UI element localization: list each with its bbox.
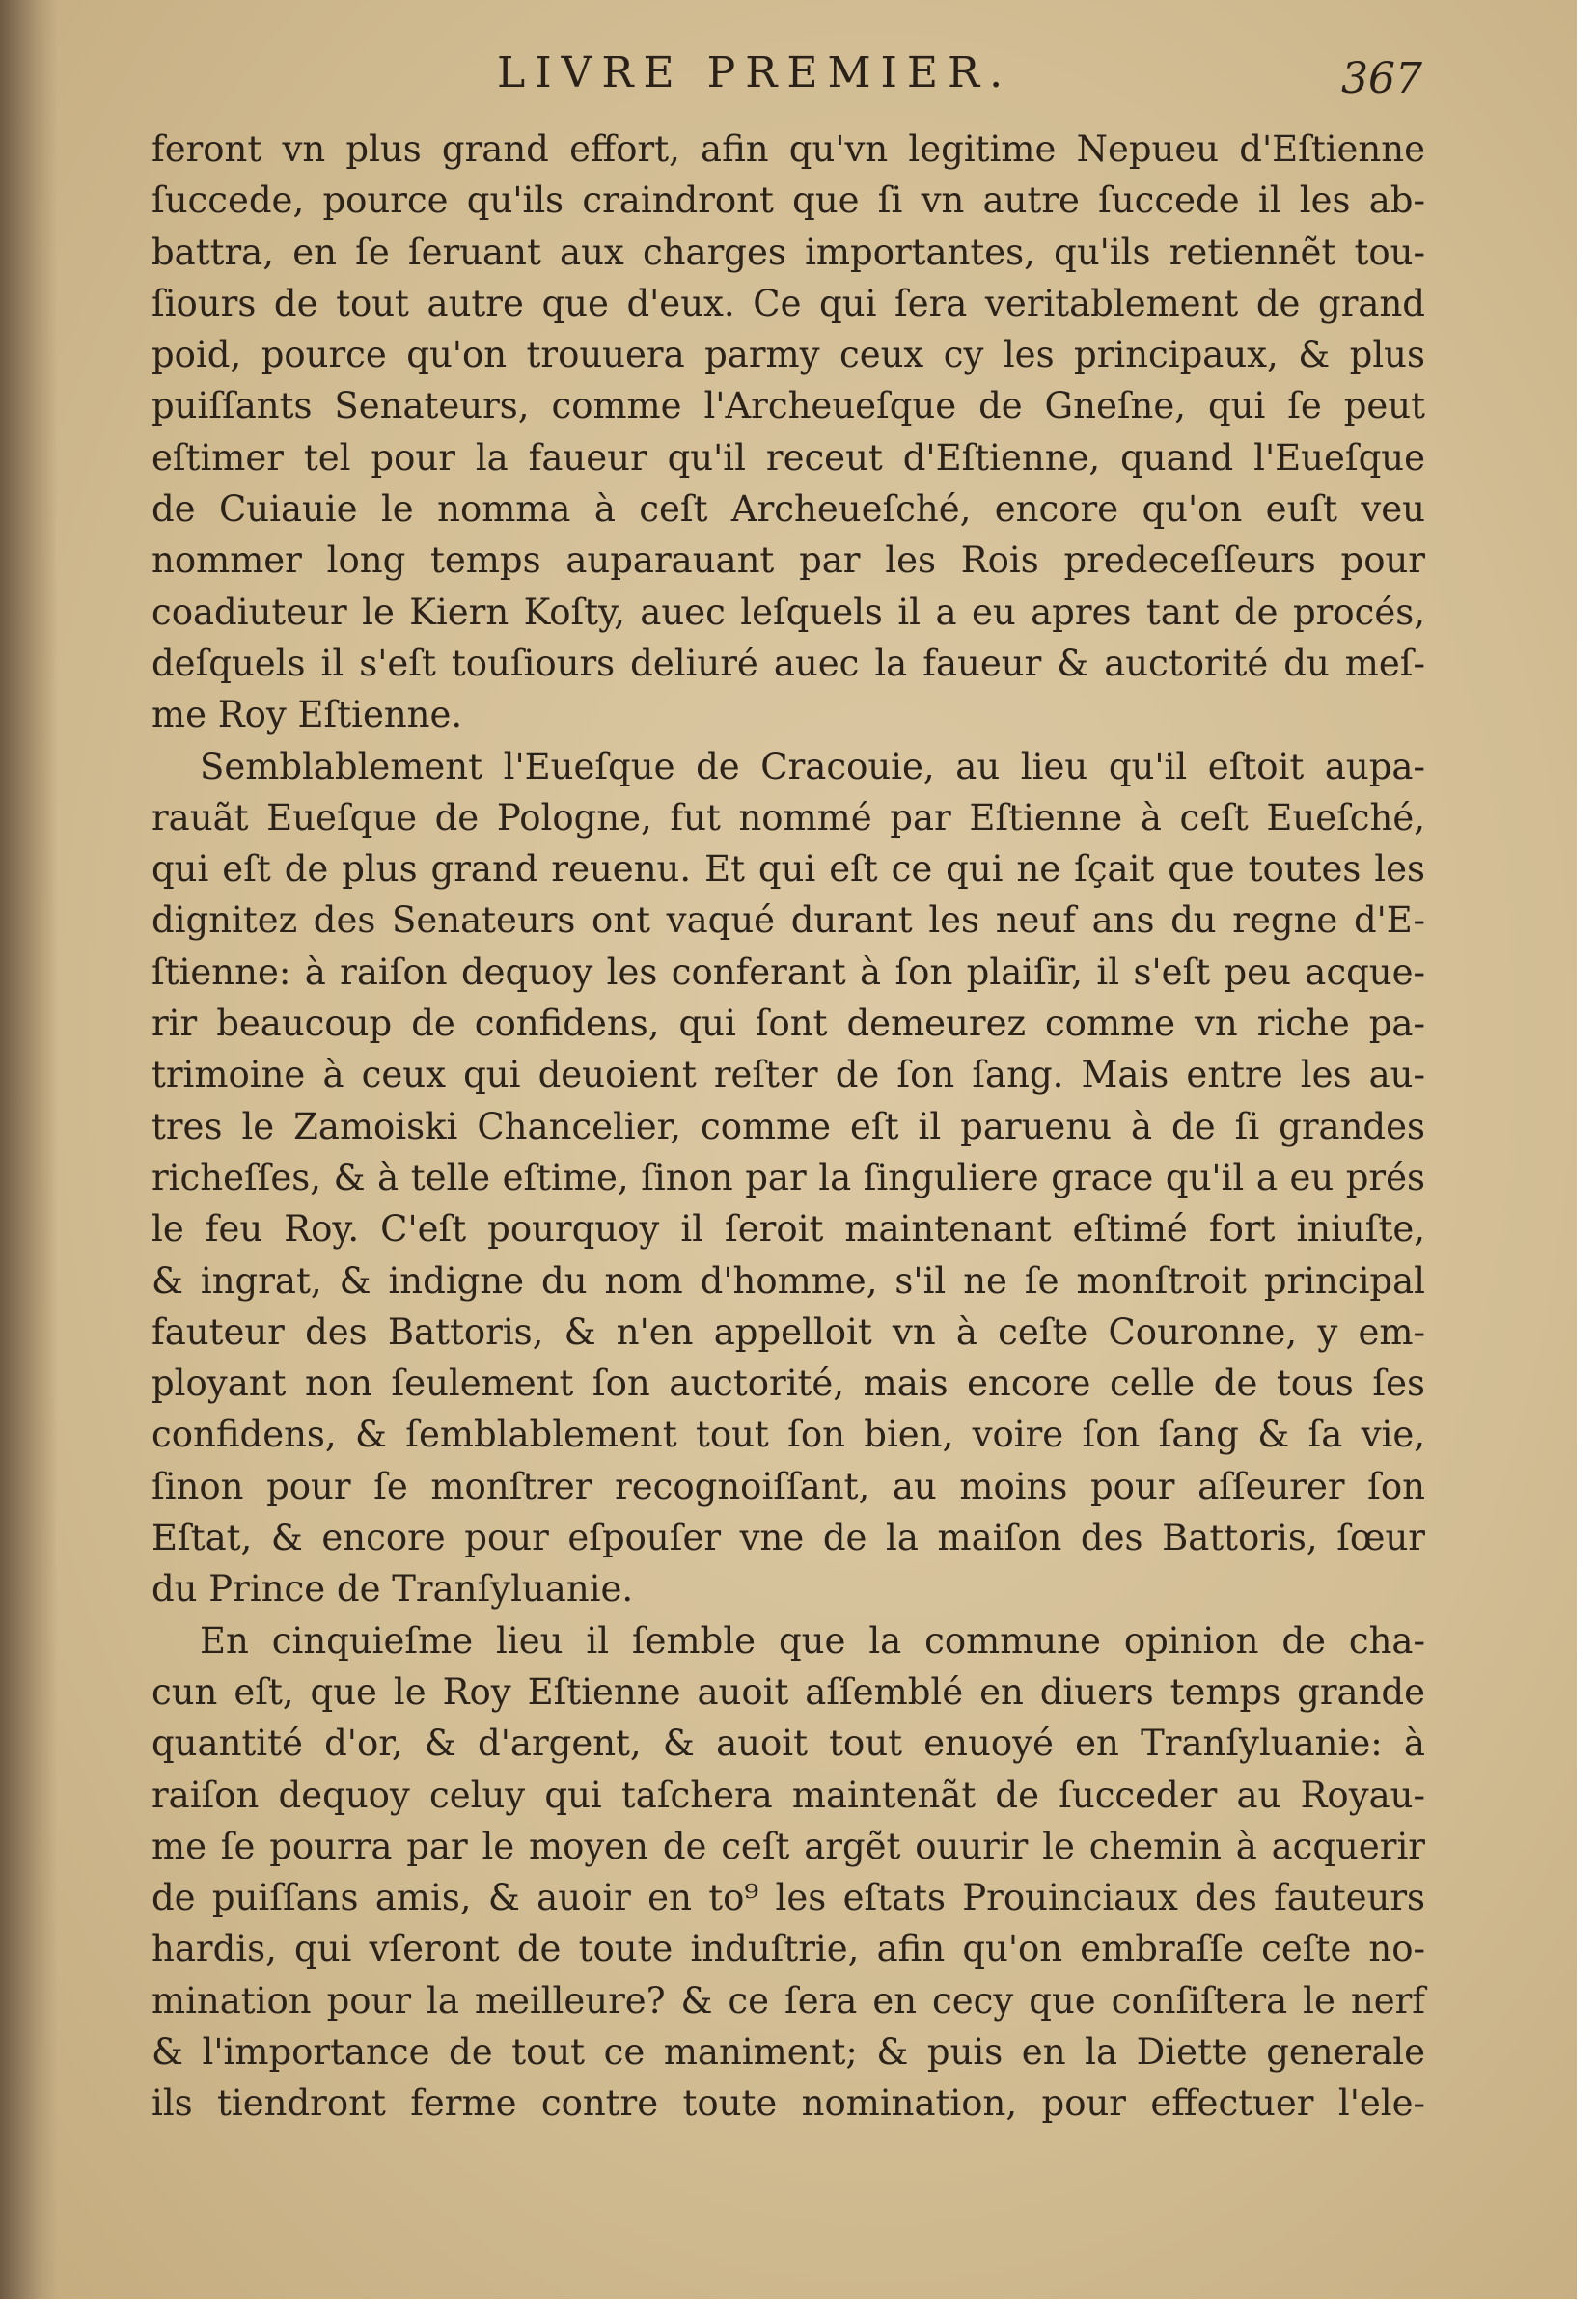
text-line: ployant non ſeulement ſon auctorité, mais encore celle de tous ſes <box>151 1363 1425 1405</box>
running-head <box>0 37 1596 104</box>
text-line: deſquels il s'eſt touſiours deliuré auec la faueur & auctorité du meſ- <box>151 642 1425 684</box>
text-line: En cinquieſme lieu il ſemble que la commune opinion de cha- <box>200 1619 1425 1662</box>
text-line: trimoine à ceux qui deuoient reſter de ſon ſang. Mais entre les au- <box>151 1054 1425 1096</box>
page-number: 367 <box>1341 54 1422 103</box>
text-line: nommer long temps auparauant par les Rois predeceſſeurs pour <box>151 539 1425 582</box>
body-text <box>151 124 1425 2130</box>
text-line: tres le Zamoiski Chancelier, comme eſt il paruenu à de ſi grandes <box>151 1105 1425 1147</box>
text-line: eſtimer tel pour la faueur qu'il receut d'Eſtienne, quand l'Eueſque <box>151 436 1425 479</box>
text-line: Eſtat, & encore pour eſpouſer vne de la maiſon des Battoris, ſœur <box>151 1517 1425 1559</box>
text-line: du Prince de Tranſyluanie. <box>151 1568 634 1611</box>
text-line: Semblablement l'Eueſque de Cracouie, au lieu qu'il eſtoit aupa- <box>200 745 1425 787</box>
text-line: coadiuteur le Kiern Koſty, auec leſquels il a eu apres tant de procés, <box>151 591 1425 633</box>
text-line: ils tiendront ferme contre toute nomination, pour effectuer l'ele- <box>151 2082 1425 2125</box>
text-line: qui eſt de plus grand reuenu. Et qui eſt ce qui ne ſçait que toutes les <box>151 848 1425 891</box>
text-line: dignitez des Senateurs ont vaqué durant les neuf ans du regne d'E- <box>151 899 1425 942</box>
text-line: de puiſſans amis, & auoir en to⁹ les eſtats Prouinciaux des fauteurs <box>151 1877 1425 1919</box>
text-line: & l'importance de tout ce maniment; & puis en la Diette generale <box>151 2030 1425 2073</box>
text-line: puiſſants Senateurs, comme l'Archeueſque de Gneſne, qui ſe peut <box>151 385 1425 427</box>
text-line: le feu Roy. C'eſt pourquoy il ſeroit maintenant eſtimé fort iniuſte, <box>151 1208 1425 1251</box>
running-title: LIVRE PREMIER. <box>497 48 1013 97</box>
text-line: me ſe pourra par le moyen de ceſt argẽt ouurir le chemin à acquerir <box>151 1825 1425 1867</box>
text-line: rir beaucoup de confidens, qui ſont demeurez comme vn riche pa- <box>151 1003 1425 1045</box>
text-line: cun eſt, que le Roy Eſtienne auoit aſſemblé en diuers temps grande <box>151 1670 1425 1713</box>
binding-shadow <box>0 0 58 2313</box>
text-line: rauãt Eueſque de Pologne, fut nommé par Eſtienne à ceſt Eueſché, <box>151 796 1425 839</box>
text-line: fauteur des Battoris, & n'en appelloit vn à ceſte Couronne, y em- <box>151 1310 1425 1353</box>
text-line: ſuccede, pource qu'ils craindront que ſi vn autre ſuccede il les ab- <box>151 179 1425 222</box>
text-line: confidens, & ſemblablement tout ſon bien, voire ſon ſang & ſa vie, <box>151 1414 1425 1456</box>
scan-margin-right <box>1577 0 1596 2313</box>
text-line: poid, pource qu'on trouuera parmy ceux cy les principaux, & plus <box>151 334 1425 376</box>
text-line: quantité d'or, & d'argent, & auoit tout enuoyé en Tranſyluanie: à <box>151 1722 1425 1765</box>
text-line: ſiours de tout autre que d'eux. Ce qui ſera veritablement de grand <box>151 282 1425 324</box>
text-line: ſtienne: à raiſon dequoy les conferant à ſon plaiſir, il s'eſt peu acque- <box>151 950 1425 993</box>
text-line: & ingrat, & indigne du nom d'homme, s'il ne ſe monſtroit principal <box>151 1259 1425 1302</box>
text-line: ſinon pour ſe monſtrer recognoiſſant, au moins pour aſſeurer ſon <box>151 1465 1425 1507</box>
text-line: raiſon dequoy celuy qui taſchera maintenãt de ſucceder au Royau- <box>151 1774 1425 1816</box>
scan-margin-bottom <box>0 2299 1596 2313</box>
text-line: mination pour la meilleure? & ce ſera en cecy que conſiſtera le nerf <box>151 1979 1425 2022</box>
text-line: de Cuiauie le nomma à ceſt Archeueſché, encore qu'on euſt veu <box>151 488 1425 531</box>
text-line: hardis, qui vſeront de toute induſtrie, afin qu'on embraſſe ceſte no- <box>151 1928 1425 1970</box>
text-line: battra, en ſe ſeruant aux charges importantes, qu'ils retiennẽt tou- <box>151 231 1425 273</box>
text-line: feront vn plus grand effort, afin qu'vn legitime Nepueu d'Eſtienne <box>151 128 1425 170</box>
text-line: me Roy Eſtienne. <box>151 694 463 736</box>
text-line: richeſſes, & à telle eſtime, ſinon par la ſinguliere grace qu'il a eu prés <box>151 1156 1425 1198</box>
